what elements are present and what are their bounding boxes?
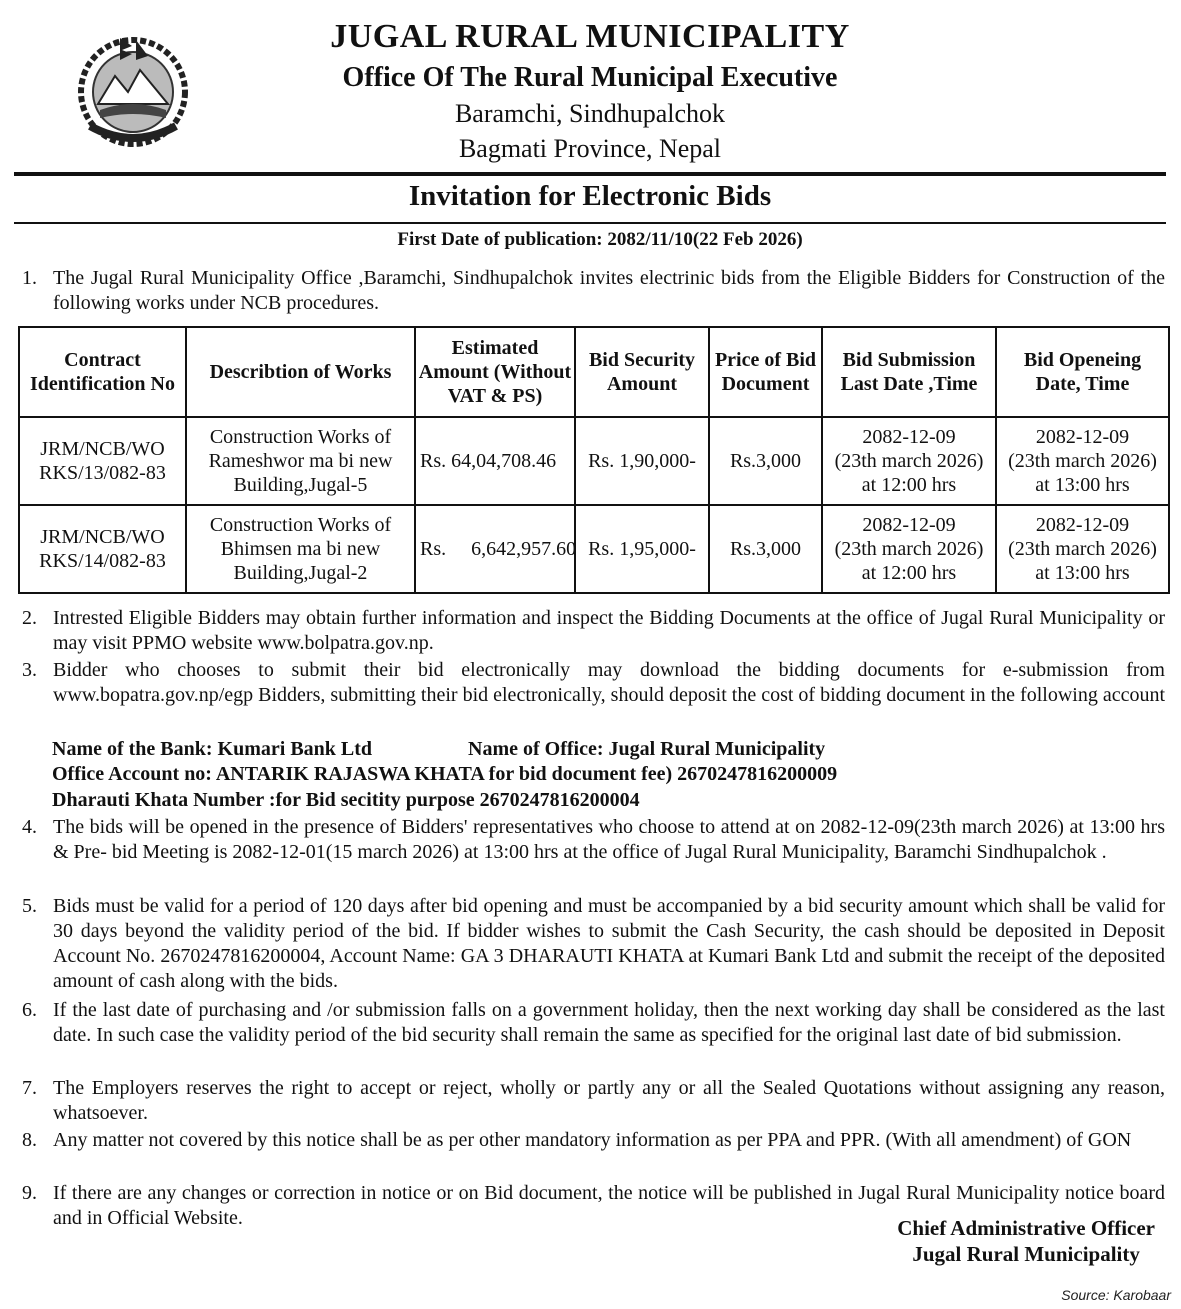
dharauti-account: Dharauti Khata Number :for Bid secitity purpose 2670247816200004 xyxy=(52,789,640,811)
notice-item-1 xyxy=(22,266,1165,316)
cell-opening-date xyxy=(996,505,1169,593)
table-row xyxy=(19,505,1169,593)
cell-estimated-amount: Rs. 64,04,708.46 xyxy=(415,417,575,505)
notice-item-5 xyxy=(22,894,1165,994)
publication-date: First Date of publication: 2082/11/10(22 Feb 2026) xyxy=(397,229,803,250)
item-text: Intrested Eligible Bidders may obtain further information and inspect the Bidding Documents at the office of Jugal Rural Municipality or may visit PPMO website www.bolpatra.gov.np. xyxy=(53,607,1165,654)
cell-line: (23th march 2026) xyxy=(834,538,984,560)
item-number: 8. xyxy=(22,1129,37,1151)
cell-line: at 12:00 hrs xyxy=(861,474,957,496)
cell-line: Building,Jugal-5 xyxy=(233,474,368,496)
cell-line: at 13:00 hrs xyxy=(1035,474,1130,496)
cell-line: 2082-12-09 xyxy=(1035,426,1130,448)
notice-item-2 xyxy=(22,606,1165,656)
cell-line: at 13:00 hrs xyxy=(1035,562,1130,584)
cell-bid-security: Rs. 1,90,000- xyxy=(575,417,709,505)
signature-block xyxy=(897,1215,1155,1267)
cell-line: JRM/NCB/WO xyxy=(40,526,165,548)
header-description: Describtion of Works xyxy=(186,327,415,417)
header-contract-id: Contract Identification No xyxy=(19,327,186,417)
notice-item-7 xyxy=(22,1076,1165,1126)
cell-line: Building,Jugal-2 xyxy=(233,562,368,584)
cell-line: RKS/14/082-83 xyxy=(39,550,166,572)
municipality-title: JUGAL RURAL MUNICIPALITY xyxy=(330,18,850,55)
item-text: The Jugal Rural Municipality Office ,Baramchi, Sindhupalchok invites electrinic bids from the Eligible Bidders for Construction of the following works under NCB procedures. xyxy=(53,267,1165,314)
cell-estimated-amount: Rs. 6,642,957.60 xyxy=(415,505,575,593)
cell-submission-date xyxy=(822,417,996,505)
address-line-2: Bagmati Province, Nepal xyxy=(458,134,722,163)
banner-title: Invitation for Electronic Bids xyxy=(408,180,772,212)
cell-line: Rameshwor ma bi new xyxy=(208,450,393,472)
item-number: 2. xyxy=(22,607,37,629)
item-number: 9. xyxy=(22,1182,37,1204)
nepal-emblem-icon xyxy=(70,26,196,152)
cell-contract-id xyxy=(19,505,186,593)
header-bid-security: Bid Security Amount xyxy=(575,327,709,417)
cell-contract-id xyxy=(19,417,186,505)
signature-title: Chief Administrative Officer xyxy=(897,1216,1155,1240)
cell-line: (23th march 2026) xyxy=(834,450,984,472)
item-number: 4. xyxy=(22,816,37,838)
cell-description xyxy=(186,417,415,505)
item-text: If there are any changes or correction in notice or on Bid document, the notice will be published in Jugal Rural Municipality notice board and in Official Website. xyxy=(53,1182,1165,1229)
notice-item-4 xyxy=(22,815,1165,865)
cell-line: 2082-12-09 xyxy=(862,426,956,448)
cell-line: (23th march 2026) xyxy=(1008,450,1157,472)
cell-line: Construction Works of xyxy=(209,426,392,448)
item-number: 1. xyxy=(22,267,37,289)
table-row xyxy=(19,417,1169,505)
cell-line: 2082-12-09 xyxy=(862,514,956,536)
notice-item-6 xyxy=(22,998,1165,1048)
cell-line: RKS/13/082-83 xyxy=(39,462,166,484)
source-credit: Source: Karobaar xyxy=(1061,1287,1171,1303)
cell-description xyxy=(186,505,415,593)
table-header-row xyxy=(19,327,1169,417)
notice-banner xyxy=(14,172,1166,224)
header-submission-date: Bid Submission Last Date ,Time xyxy=(822,327,996,417)
signature-office: Jugal Rural Municipality xyxy=(912,1242,1140,1266)
item-text: Bidder who chooses to submit their bid electronically may download the bidding documents for e-submission from www.bopatra.gov.np/egp Bidders, submitting their bid electronically, should deposit the cost of bidding document in the following account xyxy=(53,659,1166,706)
item-text: The bids will be opened in the presence of Bidders' representatives who choose to attend at on 2082-12-09(23th march 2026) at 13:00 hrs & Pre- bid Meeting is 2082-12-01(15 march 2026) at 13:00 hrs at the office of Jugal Rural Municipality, Baramchi Sindhupalchok . xyxy=(53,816,1165,863)
bank-name: Name of the Bank: Kumari Bank Ltd xyxy=(52,738,373,760)
address-line-1: Baramchi, Sindhupalchok xyxy=(454,99,726,128)
cell-submission-date xyxy=(822,505,996,593)
item-number: 5. xyxy=(22,895,37,917)
cell-price-of-document: Rs.3,000 xyxy=(709,505,822,593)
item-text: Bids must be valid for a period of 120 days after bid opening and must be accompanied by a bid security amount which shall be valid for 30 days beyond the validity period of the bid. If bidder wishes to submit the Cash Security, the cash should be deposited in Deposit Account No. 2670247816200004, Account Name: GA 3 DHARAUTI KHATA at Kumari Bank Ltd and submit the receipt of the deposited amount of cash along with the bids. xyxy=(53,895,1165,992)
cell-bid-security: Rs. 1,95,000- xyxy=(575,505,709,593)
item-text: Any matter not covered by this notice shall be as per other mandatory information as per PPA and PPR. (With all amendment) of GON xyxy=(53,1129,1132,1151)
cell-line: 2082-12-09 xyxy=(1035,514,1130,536)
notice-item-8 xyxy=(22,1128,1165,1153)
cell-line: Bhimsen ma bi new xyxy=(220,538,381,560)
header-opening-date: Bid Openeing Date, Time xyxy=(996,327,1169,417)
header-estimated-amount: Estimated Amount (Without VAT & PS) xyxy=(415,327,575,417)
cell-line: JRM/NCB/WO xyxy=(40,438,165,460)
office-account: Office Account no: ANTARIK RAJASWA KHATA for bid document fee) 2670247816200009 xyxy=(52,763,838,785)
item-text: The Employers reserves the right to accept or reject, wholly or partly any or all the Sealed Quotations without assigning any reason, whatsoever. xyxy=(53,1077,1165,1124)
bid-table xyxy=(18,326,1170,594)
header-price-of-document: Price of Bid Document xyxy=(709,327,822,417)
cell-line: Construction Works of xyxy=(209,514,392,536)
notice-item-3 xyxy=(22,658,1165,708)
cell-line: (23th march 2026) xyxy=(1008,538,1157,560)
item-number: 3. xyxy=(22,659,37,681)
office-title: Office Of The Rural Municipal Executive xyxy=(342,62,838,93)
item-number: 7. xyxy=(22,1077,37,1099)
cell-line: at 12:00 hrs xyxy=(861,562,957,584)
office-name: Name of Office: Jugal Rural Municipality xyxy=(468,738,826,760)
cell-price-of-document: Rs.3,000 xyxy=(709,417,822,505)
item-text: If the last date of purchasing and /or submission falls on a government holiday, then the next working day shall be considered as the last date. In such case the validity period of the bid security shall remain the same as specified for the original last date of bid submission. xyxy=(53,999,1165,1046)
cell-opening-date xyxy=(996,417,1169,505)
item-number: 6. xyxy=(22,999,37,1021)
